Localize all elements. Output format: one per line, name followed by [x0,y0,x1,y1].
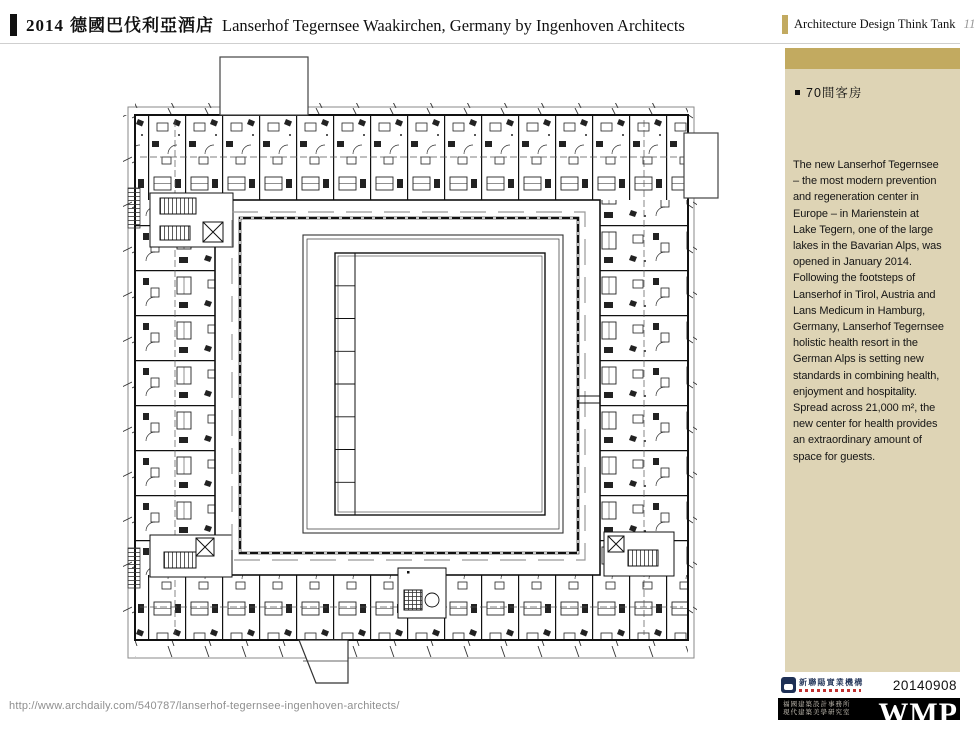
wmp-logo: WMP [878,697,958,730]
date-label: 20140908 [892,677,957,693]
logo-caption-dots [799,689,861,692]
title-year: 2014 [26,16,64,35]
description-text: The new Lanserhof Tegernsee – the most modern prevention and regeneration center in Europe – in Marienstein at Lake Tegern, one of the large lakes in the Bavarian Alps, was opened in January 2014. Following the footsteps of Lanserhof in Tirol, Austria and Lans Medicum in Hamburg, Germany, Lanserhof Tegernsee holistic health resort in the German Alps is setting new standards in combining health, enjoyment and hospitality. Spread across 21,000 m², the new center for health provides an extraordinary amount of space for guests. [793,159,944,463]
title-cjk: 德國巴伐利亞酒店 [70,16,214,35]
floor-plan [100,50,760,695]
room-count-label: 70間客房 [806,86,863,100]
company-logo-icon [781,677,796,693]
logo-row [778,672,960,698]
floor-plan-image [100,50,760,695]
page-title [26,11,685,36]
brand-name: Architecture Design Think Tank [794,16,956,31]
bullet-square-icon [795,90,800,95]
footer-brand-block [778,672,960,730]
studio-line-1: 福國建築設計事務所 [783,701,851,708]
company-logo [781,677,863,693]
studio-bar [778,697,960,730]
sidebar [785,48,960,676]
studio-names [783,701,851,717]
source-url[interactable]: http://www.archdaily.com/540787/lanserhof-tegernsee-ingenhoven-architects/ [9,700,400,712]
company-name: 新聯陽實業機構 [799,678,864,687]
title-en: Lanserhof Tegernsee Waakirchen, Germany by Ingenhoven Architects [222,16,685,35]
brand-header [782,13,976,35]
sidebar-body [785,69,960,676]
sidebar-accent-band [785,48,960,69]
studio-line-2: 現代建築美學研究室 [783,709,851,716]
title-accent-bar [10,14,17,36]
page-number: 11 [963,16,976,31]
header-divider [0,43,960,44]
room-count-bullet [793,83,952,101]
brand-accent-bar [782,15,788,34]
